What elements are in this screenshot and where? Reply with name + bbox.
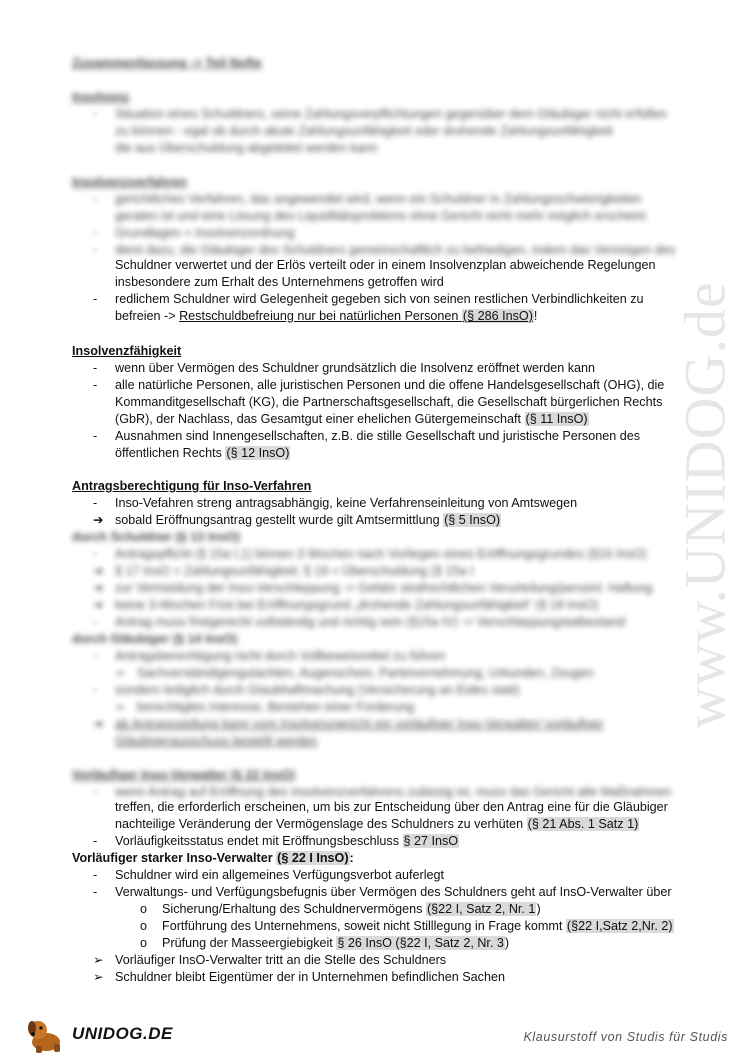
arrow-right-icon: ➔ xyxy=(93,581,104,595)
list-item: - Schuldner wird ein allgemeines Verfügungsverbot auferlegt xyxy=(93,868,445,882)
list-item: ➢ Sachverständigengutachten, Augenschein, Parteivernehmung, Urkunden, Zeugen xyxy=(115,666,594,680)
list-item: - dient dazu, die Gläubiger des Schuldners gemeinschaftlich zu befriedigen, indem das Vermögen des xyxy=(93,243,676,257)
list-item: geraten ist und eine Lösung des Liquiditätsproblems ohne Gericht nicht mehr möglich erscheint xyxy=(115,209,646,223)
arrow-right-icon: ➔ xyxy=(93,717,104,731)
text-line: befreien -> Restschuldbefreiung nur bei natürlichen Personen (§ 286 InsO)! xyxy=(115,309,538,323)
list-item: Gläubigerausschuss bestellt werden xyxy=(115,734,318,748)
text-line: treffen, die erforderlich erscheinen, um bis zur Entscheidung über den Antrag eine für die Gläubiger xyxy=(115,800,668,814)
list-item: ➔ sobald Eröffnungsantrag gestellt wurde gilt Amtsermittlung (§ 5 InsO) xyxy=(93,513,501,527)
subheading: durch Gläubiger (§ 14 InsO) xyxy=(72,632,238,646)
list-item: o Prüfung der Masseergiebigkeit § 26 InsO (§22 I, Satz 2, Nr. 3) xyxy=(140,936,510,950)
triangle-bullet-icon: ➢ xyxy=(115,666,126,680)
subheading: durch Schuldner (§ 13 InsO) xyxy=(72,530,240,544)
list-item: ➢ berechtigtes Interesse, Bestehen einer Forderung xyxy=(115,700,415,714)
footer-slogan: Klausurstoff von Studis für Studis xyxy=(523,1030,728,1044)
list-item: zu können - egal ob durch akute Zahlungsunfähigkeit oder drohende Zahlungsunfähigkeit xyxy=(115,124,613,138)
list-item: o Fortführung des Unternehmens, soweit nicht Stilllegung in Frage kommt (§22 I,Satz 2,Nr. 2) xyxy=(140,919,673,933)
triangle-bullet-icon: ➢ xyxy=(93,953,104,967)
list-item: ➔ § 17 InsO = Zahlungsunfähigkeit; § 19 = Überschuldung (§ 15a I xyxy=(93,564,474,578)
list-item: - Antragsberechtigung nicht durch Vollbeweismittel zu führen xyxy=(93,649,446,663)
arrow-right-icon: ➔ xyxy=(93,513,104,527)
list-item: - wenn Antrag auf Eröffnung des Insolvenzverfahrens zulässig ist, muss das Gericht alle Maßnahmen xyxy=(93,785,672,799)
list-item: - Vorläufigkeitsstatus endet mit Eröffnungsbeschluss § 27 InsO xyxy=(93,834,459,848)
list-item: - Inso-Vefahren streng antragsabhängig, keine Verfahrenseinleitung von Amtswegen xyxy=(93,496,578,510)
list-item: ➢ Vorläufiger InsO-Verwalter tritt an die Stelle des Schuldners xyxy=(93,953,447,967)
list-item: o Sicherung/Erhaltung des Schuldnervermögens (§22 I, Satz 2, Nr. 1) xyxy=(140,902,541,916)
text-line: Kommanditgesellschaft (KG), die Partnerschaftsgesellschaft, die Gesellschaft bürgerlichen Rechts xyxy=(115,395,663,409)
heading-insolvenzfaehigkeit: Insolvenzfähigkeit xyxy=(72,344,182,358)
doc-title: Zusammenfassung -> Teil Nofte xyxy=(72,56,262,70)
list-item: - Antrag muss fristgerecht vollständig und richtig sein (§15a IV) -> Verschleppungstatbestand xyxy=(93,615,625,629)
dog-icon xyxy=(24,1014,70,1054)
list-item: - Situation eines Schuldners, seine Zahlungsverpflichtungen gegenüber dem Gläubiger nicht erfüllen xyxy=(93,107,667,121)
list-item: - sondern lediglich durch Glaubhaftmachung (Versicherung an Eides statt) xyxy=(93,683,520,697)
list-item: die aus Überschuldung abgeleitet werden kann xyxy=(115,141,378,155)
list-item: ➔ zur Vermeidung der Inso-Verschleppung -> Gefahr strafrechtlichen Verurteilung/persönl. Haftung xyxy=(93,581,653,595)
list-item: ➢ Schuldner bleibt Eigentümer der in Unternehmen befindlichen Sachen xyxy=(93,970,505,984)
text-line: (GbR), der Nachlass, das Gesamtgut einer ehelichen Gütergemeinschaft (§ 11 InsO) xyxy=(115,412,588,426)
heading-starker-verwalter: Vorläufiger starker Inso-Verwalter (§ 22 I InsO): xyxy=(72,851,354,865)
unidog-logo xyxy=(24,1014,174,1054)
list-item: - Antragspflicht (§ 15a I,1) binnen 3 Wochen nach Vorliegen eines Eröffnungsgrundes (§16 InsO) xyxy=(93,547,647,561)
list-item: - redlichem Schuldner wird Gelegenheit gegeben sich von seinen restlichen Verbindlichkeiten zu xyxy=(93,292,644,306)
list-item: - Grundlagen = Insolvenzordnung xyxy=(93,226,295,240)
triangle-bullet-icon: ➢ xyxy=(93,970,104,984)
text-line: öffentlichen Rechts (§ 12 InsO) xyxy=(115,446,290,460)
arrow-right-icon: ➔ xyxy=(93,564,104,578)
text-line: nachteilige Veränderung der Vermögenslage des Schuldners zu verhüten (§ 21 Abs. 1 Satz 1) xyxy=(115,817,639,831)
heading-insolvenz: Insolvenz xyxy=(72,90,130,104)
list-item: ➔ keine 3-Wochen Frist bei Eröffnungsgrund „drohende Zahlungsunfähigkeit“ (§ 18 InsO) xyxy=(93,598,599,612)
text-line: Schuldner verwertet und der Erlös verteilt oder in einem Insolvenzplan abweichende Regelungen xyxy=(115,258,656,272)
list-item: - wenn über Vermögen des Schuldner grundsätzlich die Insolvenz eröffnet werden kann xyxy=(93,361,596,375)
heading-antragsberechtigung: Antragsberechtigung für Inso-Verfahren xyxy=(72,479,312,493)
list-item: - Verwaltungs- und Verfügungsbefugnis über Vermögen des Schuldners geht auf InsO-Verwalter über xyxy=(93,885,672,899)
logo-text: UNIDOG.DE xyxy=(72,1024,173,1043)
list-item: ➔ ab Antragsstellung kann vom Insolvenzgericht ein vorläufiger Inso-Verwalter/ vorläufiger xyxy=(93,717,604,731)
triangle-bullet-icon: ➢ xyxy=(115,700,126,714)
heading-vorlaeufiger-verwalter: Vorläufiger Inso-Verwalter (§ 22 InsO) xyxy=(72,768,296,782)
heading-insolvenzverfahren: Insolvenzverfahren xyxy=(72,175,187,189)
list-item: - gerichtliches Verfahren, das angewendet wird, wenn ein Schuldner in Zahlungsschwierigkeiten xyxy=(93,192,642,206)
list-item: - alle natürliche Personen, alle juristischen Personen und die offene Handelsgesellschaft (OHG), die xyxy=(93,378,665,392)
list-item: - Ausnahmen sind Innengesellschaften, z.B. die stille Gesellschaft und juristische Personen des xyxy=(93,429,641,443)
arrow-right-icon: ➔ xyxy=(93,598,104,612)
text-line: insbesondere zum Erhalt des Unternehmens getroffen wird xyxy=(115,275,444,289)
watermark: www.UNIDOG.de xyxy=(672,281,738,729)
